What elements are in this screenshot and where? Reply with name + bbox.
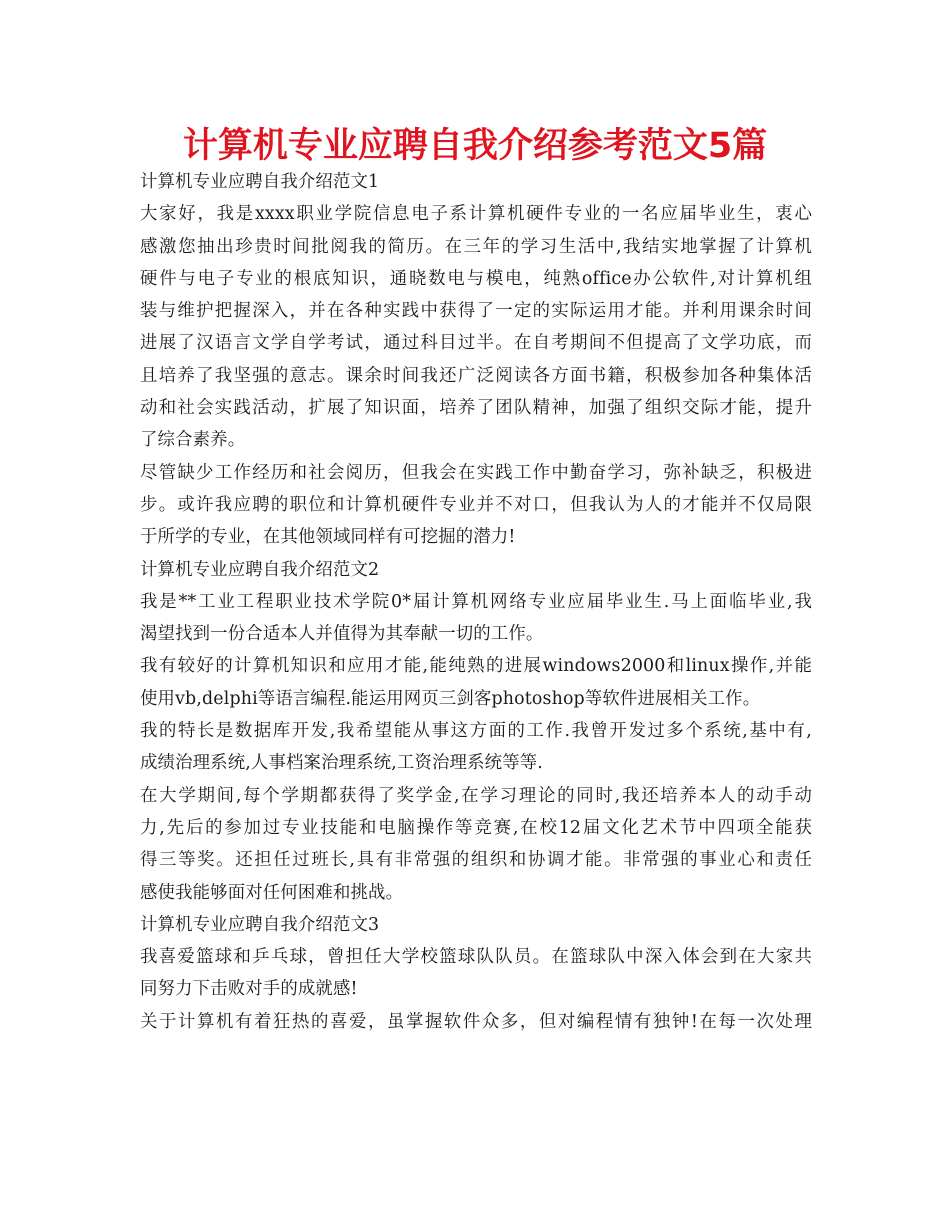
text-line: 关于计算机有着狂热的喜爱，虽掌握软件众多，但对编程情有独钟!在每一次处理 — [140, 1011, 812, 1032]
text-line: 使用vb,delphi等语言编程.能运用网页三剑客photoshop等软件进展相关工作。 — [140, 688, 761, 709]
text-line: 步。或许我应聘的职位和计算机硬件专业并不对口，但我认为人的才能并不仅局限 — [140, 494, 812, 515]
text-line: 于所学的专业，在其他领域同样有可挖掘的潜力! — [140, 527, 516, 548]
text-line: 我有较好的计算机知识和应用才能,能纯熟的进展windows2000和linux操作,并能 — [140, 656, 812, 677]
text-line: 我喜爱篮球和乒乓球，曾担任大学校篮球队队员。在篮球队中深入体会到在大家共 — [140, 947, 812, 968]
text-line: 力,先后的参加过专业技能和电脑操作等竞赛,在校12届文化艺术节中四项全能获 — [140, 817, 812, 838]
text-line: 渴望找到一份合适本人并值得为其奉献一切的工作。 — [140, 624, 544, 645]
text-line: 得三等奖。还担任过班长,具有非常强的组织和协调才能。非常强的事业心和责任 — [140, 850, 812, 871]
text-line: 计算机专业应聘自我介绍范文3 — [140, 914, 380, 935]
text-line: 尽管缺少工作经历和社会阅历，但我会在实践工作中勤奋学习，弥补缺乏，积极进 — [140, 462, 812, 483]
text-line: 我是**工业工程职业技术学院0*届计算机网络专业应届毕业生.马上面临毕业,我 — [140, 591, 812, 612]
text-line: 感激您抽出珍贵时间批阅我的简历。在三年的学习生活中,我结实地掌握了计算机 — [140, 236, 812, 257]
text-line: 硬件与电子专业的根底知识，通晓数电与模电，纯熟office办公软件,对计算机组 — [140, 268, 812, 289]
text-line: 我的特长是数据库开发,我希望能从事这方面的工作.我曾开发过多个系统,基中有, — [140, 721, 812, 742]
text-line: 成绩治理系统,人事档案治理系统,工资治理系统等等. — [140, 753, 543, 774]
text-line: 计算机专业应聘自我介绍范文2 — [140, 559, 380, 580]
text-line: 了综合素养。 — [140, 430, 246, 451]
text-line: 装与维护把握深入，并在各种实践中获得了一定的实际运用才能。并利用课余时间 — [140, 301, 812, 322]
text-line: 进展了汉语言文学自学考试，通过科目过半。在自考期间不但提高了文学功底，而 — [140, 333, 812, 354]
text-line: 且培养了我坚强的意志。课余时间我还广泛阅读各方面书籍，积极参加各种集体活 — [140, 365, 812, 386]
text-line: 在大学期间,每个学期都获得了奖学金,在学习理论的同时,我还培养本人的动手动 — [140, 785, 812, 806]
text-line: 动和社会实践活动，扩展了知识面，培养了团队精神，加强了组织交际才能，提升 — [140, 398, 812, 419]
text-line: 计算机专业应聘自我介绍范文1 — [140, 172, 380, 192]
text-line: 大家好，我是xxxx职业学院信息电子系计算机硬件专业的一名应届毕业生，衷心 — [140, 204, 812, 225]
text-line: 同努力下击败对手的成就感! — [140, 979, 358, 1000]
text-line: 感使我能够面对任何困难和挑战。 — [140, 882, 404, 903]
document-title: 计算机专业应聘自我介绍参考范文5篇 — [182, 126, 768, 166]
document-body — [140, 166, 812, 1038]
